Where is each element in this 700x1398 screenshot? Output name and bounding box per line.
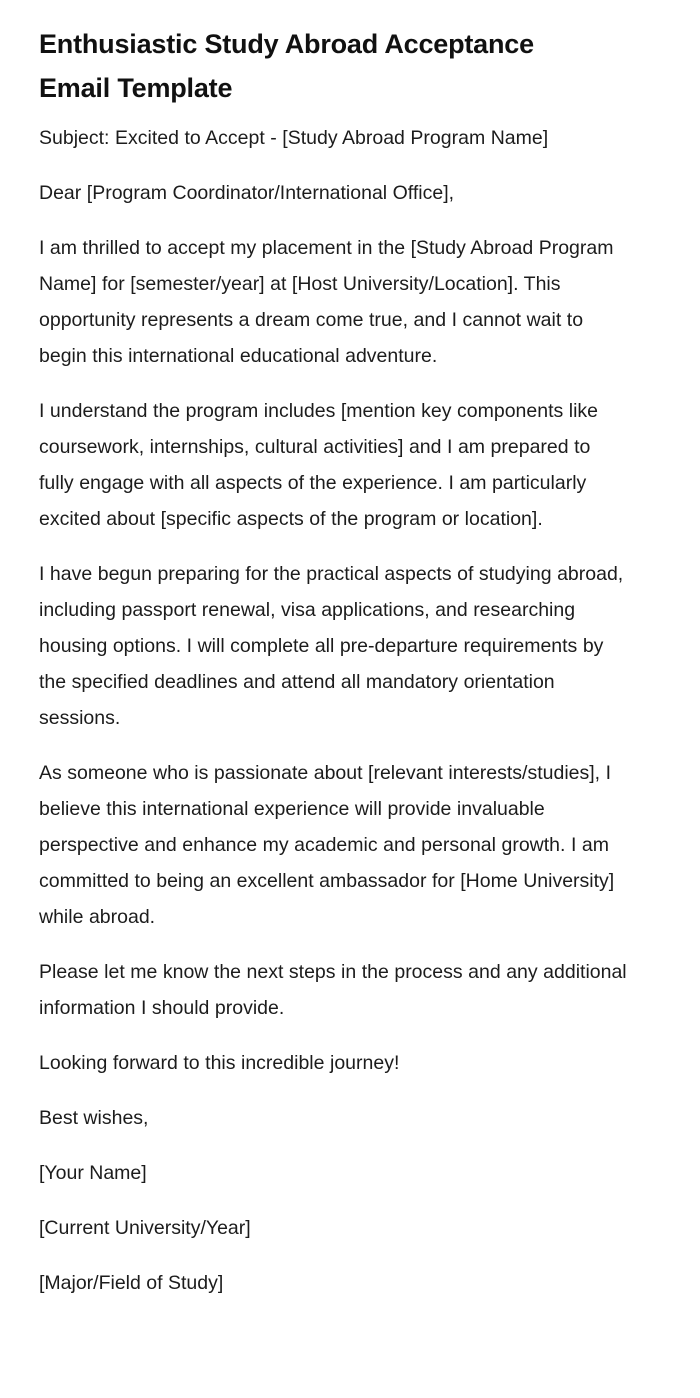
email-paragraph-4: As someone who is passionate about [relevant interests/studies], I believe this international experience will provide invaluable perspective and enhance my academic and personal growth. I am committed to being an excellent ambassador for [Home University] while abroad. — [39, 762, 615, 928]
signature-university-year: [Current University/Year] — [39, 1217, 251, 1239]
email-subject-line: Subject: Excited to Accept - [Study Abroad Program Name] — [39, 127, 549, 149]
signature-name: [Your Name] — [39, 1162, 147, 1184]
email-closing: Best wishes, — [39, 1107, 149, 1129]
email-paragraph-1: I am thrilled to accept my placement in the [Study Abroad Program Name] for [semester/year] at [Host University/Location]. This opportunity represents a dream come true, and I cannot wait to begin this international educational adventure. — [39, 237, 614, 367]
email-paragraph-6: Looking forward to this incredible journey! — [39, 1052, 400, 1074]
page-title: Enthusiastic Study Abroad Acceptance Email Template — [39, 29, 534, 103]
email-paragraph-2: I understand the program includes [mention key components like coursework, internships, cultural activities] and I am prepared to fully engage with all aspects of the experience. I am particularly excited about [specific aspects of the program or location]. — [39, 400, 599, 530]
signature-major-field: [Major/Field of Study] — [39, 1272, 224, 1294]
email-paragraph-3: I have begun preparing for the practical aspects of studying abroad, including passport renewal, visa applications, and researching housing options. I will complete all pre-departure requirements by the specified deadlines and attend all mandatory orientation sessions. — [39, 563, 624, 729]
email-salutation: Dear [Program Coordinator/International Office], — [39, 182, 455, 204]
email-paragraph-5: Please let me know the next steps in the process and any additional information I should provide. — [39, 961, 627, 1019]
